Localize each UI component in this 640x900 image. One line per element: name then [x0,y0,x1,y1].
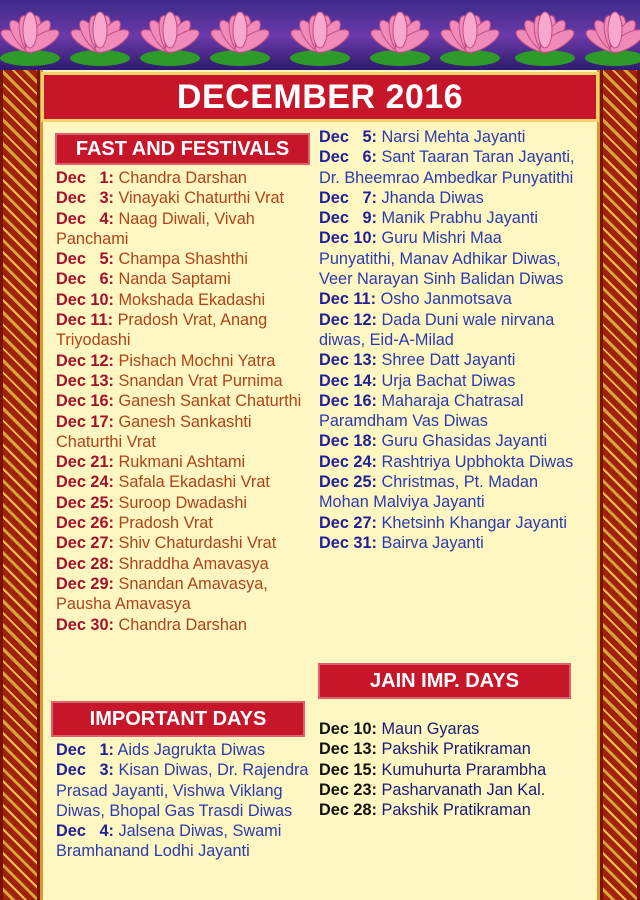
important-day-item [319,310,581,351]
lotus-flower-icon [138,12,202,66]
date-label: Dec 10: [319,229,377,248]
important-day-item [56,760,314,821]
fast-festivals-heading-text: FAST AND FESTIVALS [75,137,290,160]
lotus-flower-icon [513,12,577,66]
date-label: Dec 15: [319,760,377,779]
date-label: Dec 12: [56,351,114,370]
event-text: Chandra Darshan [118,169,247,187]
jain-days-heading [318,663,571,699]
jain-day-item [319,800,581,820]
event-text: Shraddha Amavasya [118,554,269,573]
date-label: Dec 9: [319,209,377,228]
fast-festival-item [56,493,311,513]
event-text: Suroop Dwadashi [118,493,247,512]
date-label: Dec 4: [56,822,114,841]
title-banner [41,72,599,122]
lotus-flower-icon [583,12,640,66]
event-text: Jalsena Diwas, Swami Bramhanand Lodhi Jayanti [56,822,282,861]
important-day-item [319,350,581,370]
date-label: Dec 1: [56,169,114,187]
fast-festival-item [56,412,311,453]
event-text: Narsi Mehta Jayanti [381,128,526,146]
event-text: Khetsinh Khangar Jayanti [381,513,568,532]
event-text: Pishach Mochni Yatra [118,351,276,370]
fast-festival-item [56,513,311,533]
important-day-item [319,371,581,391]
important-day-item [319,289,581,309]
date-label: Dec 10: [319,720,377,738]
date-label: Dec 25: [56,493,114,512]
date-label: Dec 11: [56,311,114,330]
event-text: Pasharvanath Jan Kal. [381,780,546,799]
important-day-item [319,452,581,472]
important-day-item [319,147,581,188]
important-days-heading [51,701,305,737]
date-label: Dec 13: [319,740,377,759]
event-text: Maharaja Chatrasal Paramdham Vas Diwas [319,391,524,431]
event-text: Sant Taaran Taran Jayanti, Dr. Bheemrao Ambedkar Punyatithi [319,148,575,187]
fast-festival-item [56,188,311,208]
important-day-item [319,228,581,289]
important-day-item [56,821,314,862]
event-text: Mokshada Ekadashi [118,290,266,309]
event-text: Pradosh Vrat [118,514,213,533]
top-decoration-band [0,0,640,72]
important-days-heading-text: IMPORTANT DAYS [89,707,267,730]
fast-festival-item [56,209,311,250]
lotus-flower-icon [288,12,352,66]
event-text: Urja Bachat Diwas [381,371,516,390]
date-label: Dec 7: [319,188,377,207]
fast-festivals-list [56,168,311,635]
event-text: Maun Gyaras [381,720,480,738]
date-label: Dec 28: [319,801,377,820]
jain-day-item [319,739,581,759]
date-label: Dec 11: [319,290,377,309]
fast-festival-item [56,168,311,188]
date-label: Dec 23: [319,780,377,799]
event-text: Jhanda Diwas [381,188,484,207]
jain-days-heading-text: JAIN IMP. DAYS [370,669,519,692]
date-label: Dec 3: [56,189,114,208]
fast-festival-item [56,472,311,492]
date-label: Dec 21: [56,453,114,472]
important-day-item [319,533,581,553]
date-label: Dec 31: [319,533,377,552]
important-day-item [319,472,581,513]
fast-festival-item [56,269,311,289]
event-text: Snandan Amavasya, Pausha Amavasya [56,574,268,614]
event-text: Kumuhurta Prarambha [381,760,547,779]
lotus-flower-icon [208,12,272,66]
event-text: Guru Ghasidas Jayanti [381,432,548,451]
event-text: Champa Shashthi [118,250,248,269]
important-day-item [319,208,581,228]
fast-festival-item [56,554,311,574]
lotus-flower-icon [68,12,132,66]
fast-festival-item [56,574,311,615]
date-label: Dec 14: [319,371,377,390]
ornamental-border-right-icon [600,70,640,900]
date-label: Dec 1: [56,741,114,759]
event-text: Vinayaki Chaturthi Vrat [118,189,285,208]
fast-festival-item [56,249,311,269]
date-label: Dec 6: [319,148,377,167]
date-label: Dec 6: [56,270,114,289]
event-text: Snandan Vrat Purnima [118,371,283,390]
fast-festival-item [56,391,311,411]
fast-festival-item [56,533,311,553]
event-text: Shree Datt Jayanti [381,351,516,370]
fast-festival-item [56,290,311,310]
event-text: Ganesh Sankashti Chaturthi Vrat [56,412,252,451]
date-label: Dec 25: [319,473,377,492]
date-label: Dec 4: [56,209,114,228]
important-day-item [319,188,581,208]
important-day-item [319,513,581,533]
fast-festival-item [56,452,311,472]
important-days-list-right [319,127,581,553]
date-label: Dec 30: [56,615,114,634]
event-text: Rashtriya Upbhokta Diwas [381,452,574,471]
date-label: Dec 24: [319,452,377,471]
lotus-row [0,0,640,72]
event-text: Chandra Darshan [118,615,247,634]
date-label: Dec 18: [319,432,377,451]
event-text: Pakshik Pratikraman [381,801,531,820]
date-label: Dec 24: [56,473,114,492]
event-text: Osho Janmotsava [380,290,512,309]
lotus-flower-icon [438,12,502,66]
date-label: Dec 16: [56,392,114,411]
important-day-item [319,391,581,432]
event-text: Bairva Jayanti [381,533,484,552]
date-label: Dec 5: [56,250,114,269]
important-day-item [319,431,581,451]
event-text: Shiv Chaturdashi Vrat [118,534,277,553]
date-label: Dec 13: [56,371,114,390]
event-text: Ganesh Sankat Chaturthi [118,392,302,411]
date-label: Dec 10: [56,290,114,309]
jain-days-list [319,719,581,820]
important-day-item [319,127,581,147]
date-label: Dec 27: [56,534,114,553]
event-text: Christmas, Pt. Madan Mohan Malviya Jayanti [319,473,539,512]
page-title: DECEMBER 2016 [176,77,464,116]
lotus-flower-icon [0,12,62,66]
date-label: Dec 29: [56,574,114,593]
jain-day-item [319,760,581,780]
event-text: Manik Prabhu Jayanti [381,209,539,228]
date-label: Dec 13: [319,351,377,370]
ornamental-border-left-icon [0,70,40,900]
date-label: Dec 28: [56,554,114,573]
event-text: Guru Mishri Maa Punyatithi, Manav Adhikar Diwas, Veer Narayan Sinh Balidan Diwas [319,229,564,289]
lotus-flower-icon [368,12,432,66]
event-text: Dada Duni wale nirvana diwas, Eid-A-Milad [319,310,555,349]
date-label: Dec 17: [56,412,114,431]
event-text: Kisan Diwas, Dr. Rajendra Prasad Jayanti, Vishwa Viklang Diwas, Bhopal Gas Trasdi Diwas [56,761,309,820]
fast-festival-item [56,371,311,391]
event-text: Pakshik Pratikraman [381,740,531,759]
event-text: Naag Diwali, Vivah Panchami [56,209,255,248]
event-text: Safala Ekadashi Vrat [118,473,270,492]
date-label: Dec 16: [319,391,377,410]
fast-festivals-heading [55,133,310,165]
event-text: Nanda Saptami [118,270,231,289]
date-label: Dec 5: [319,128,377,146]
date-label: Dec 26: [56,514,114,533]
fast-festival-item [56,351,311,371]
event-text: Pradosh Vrat, Anang Triyodashi [56,311,268,350]
date-label: Dec 27: [319,513,377,532]
fast-festival-item [56,310,311,351]
jain-day-item [319,719,581,739]
event-text: Rukmani Ashtami [118,453,246,472]
important-day-item [56,740,314,760]
fast-festival-item [56,615,311,635]
date-label: Dec 3: [56,761,114,780]
date-label: Dec 12: [319,310,377,329]
important-days-list-left [56,740,314,862]
event-text: Aids Jagrukta Diwas [117,741,266,759]
jain-day-item [319,780,581,800]
